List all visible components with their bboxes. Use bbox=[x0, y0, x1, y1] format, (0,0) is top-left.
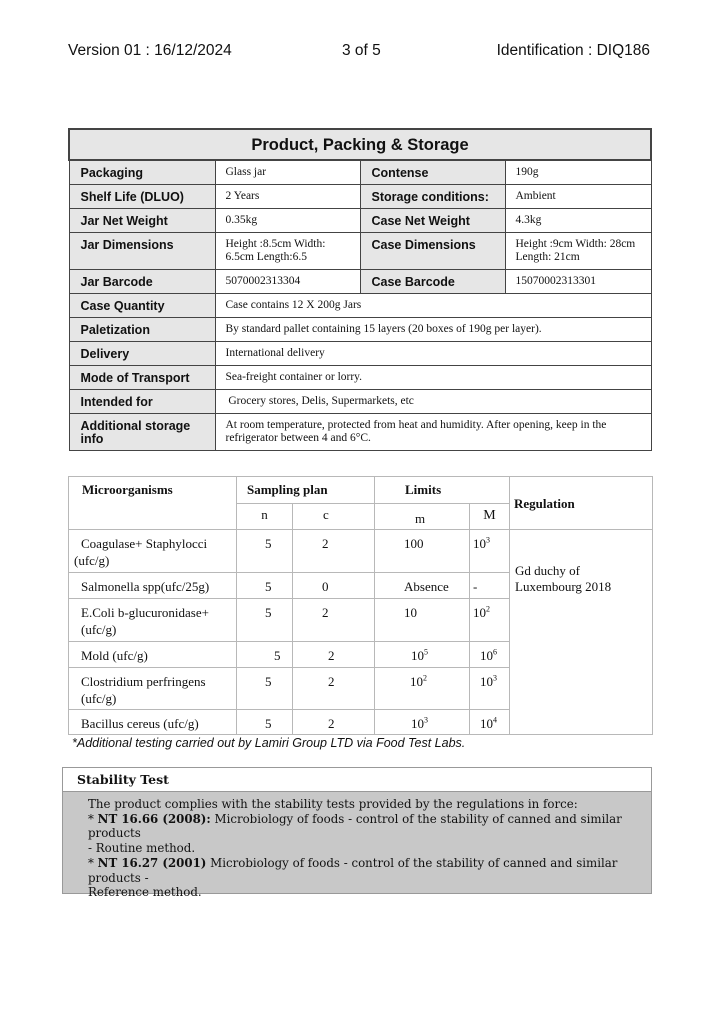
case-dimensions-label: Case Dimensions bbox=[360, 232, 505, 269]
storage-conditions-label: Storage conditions: bbox=[360, 184, 505, 208]
table-row bbox=[69, 232, 651, 269]
jar-barcode-value: 5070002313304 bbox=[215, 269, 360, 293]
n-value: 5 bbox=[237, 573, 293, 599]
n-value: 5 bbox=[237, 530, 293, 573]
organism-line2: (ufc/g) bbox=[74, 553, 110, 568]
case-dimensions-line2: Length: 21cm bbox=[515, 250, 580, 263]
organism-line1: E.Coli b-glucuronidase+ bbox=[81, 605, 209, 620]
table-row bbox=[69, 317, 651, 341]
jar-barcode-label: Jar Barcode bbox=[69, 269, 215, 293]
table-row bbox=[69, 269, 651, 293]
case-quantity-label: Case Quantity bbox=[69, 293, 215, 317]
limits-header: Limits bbox=[375, 477, 510, 504]
table-row bbox=[69, 293, 651, 317]
table-row bbox=[69, 413, 651, 450]
m-value: Absence bbox=[375, 573, 470, 599]
M-exponent: 3 bbox=[493, 673, 498, 683]
case-barcode-value: 15070002313301 bbox=[505, 269, 651, 293]
c-value: 2 bbox=[293, 530, 375, 573]
stability-test-body bbox=[63, 792, 651, 900]
mode-of-transport-value: Sea-freight container or lorry. bbox=[215, 365, 651, 389]
stability-item-1 bbox=[88, 812, 647, 841]
standard-ref: NT 16.66 (2008): bbox=[97, 811, 211, 826]
stability-item-2 bbox=[88, 856, 647, 885]
packaging-label: Packaging bbox=[69, 160, 215, 184]
shelf-life-value: 2 Years bbox=[215, 184, 360, 208]
jar-net-weight-value: 0.35kg bbox=[215, 208, 360, 232]
M-base: 10 bbox=[480, 674, 494, 689]
bullet-star: * bbox=[88, 855, 98, 870]
paletization-label: Paletization bbox=[69, 317, 215, 341]
case-dimensions-line1: Height :9cm Width: 28cm bbox=[515, 237, 636, 250]
m-exponent: 5 bbox=[424, 647, 429, 657]
organism-line2: (ufc/g) bbox=[81, 622, 117, 637]
additional-storage-label-line1: Additional storage bbox=[80, 418, 191, 433]
organism-name bbox=[69, 530, 237, 573]
paletization-value: By standard pallet containing 15 layers (20 boxes of 190g per layer). bbox=[215, 317, 651, 341]
table-row bbox=[69, 389, 651, 413]
n-value: 5 bbox=[237, 668, 293, 710]
organism-line1: Coagulase+ Staphylocci bbox=[81, 536, 208, 551]
additional-storage-line2: refrigerator between 4 and 6°C. bbox=[225, 431, 371, 444]
microbiology-table bbox=[68, 476, 653, 735]
shelf-life-label: Shelf Life (DLUO) bbox=[69, 184, 215, 208]
M-exponent: 4 bbox=[493, 715, 498, 725]
product-packing-storage-table bbox=[68, 128, 652, 451]
jar-dimensions-line1: Height :8.5cm Width: bbox=[225, 237, 326, 250]
M-base: 10 bbox=[473, 536, 487, 551]
case-net-weight-value: 4.3kg bbox=[505, 208, 651, 232]
page-number: 3 of 5 bbox=[342, 42, 381, 59]
regulation-value bbox=[510, 530, 653, 735]
table-row bbox=[69, 208, 651, 232]
stability-item-2-cont: Reference method. bbox=[88, 885, 202, 900]
organism-name: Bacillus cereus (ufc/g) bbox=[69, 710, 237, 735]
jar-net-weight-label: Jar Net Weight bbox=[69, 208, 215, 232]
m-value bbox=[375, 710, 470, 735]
organism-name: Mold (ufc/g) bbox=[69, 642, 237, 668]
sampling-plan-header: Sampling plan bbox=[237, 477, 375, 504]
standard-ref: NT 16.27 (2001) bbox=[97, 855, 207, 870]
case-net-weight-label: Case Net Weight bbox=[360, 208, 505, 232]
m-exponent: 3 bbox=[424, 715, 429, 725]
additional-storage-label bbox=[69, 413, 215, 450]
delivery-label: Delivery bbox=[69, 341, 215, 365]
case-barcode-label: Case Barcode bbox=[360, 269, 505, 293]
m-value: 100 bbox=[375, 530, 470, 573]
m-header: m bbox=[375, 504, 470, 530]
bullet-star: * bbox=[88, 811, 98, 826]
organism-name bbox=[69, 599, 237, 642]
n-header: n bbox=[237, 504, 293, 530]
organism-line1: Clostridium perfringens bbox=[81, 674, 206, 689]
m-value bbox=[375, 642, 470, 668]
M-value bbox=[470, 642, 510, 668]
contense-label: Contense bbox=[360, 160, 505, 184]
c-value: 2 bbox=[293, 599, 375, 642]
stability-item-1-cont: - Routine method. bbox=[88, 841, 196, 856]
jar-dimensions-label: Jar Dimensions bbox=[69, 232, 215, 269]
standard-desc: Microbiology of foods - control of the stability of canned and similar products bbox=[88, 811, 622, 841]
regulation-header: Regulation bbox=[510, 477, 653, 530]
delivery-value: International delivery bbox=[215, 341, 651, 365]
identification-label: Identification : DIQ186 bbox=[496, 42, 650, 59]
m-exponent: 2 bbox=[423, 673, 428, 683]
table-row bbox=[69, 341, 651, 365]
table-row bbox=[69, 365, 651, 389]
jar-dimensions-value bbox=[215, 232, 360, 269]
organism-name: Salmonella spp(ufc/25g) bbox=[69, 573, 237, 599]
testing-note: *Additional testing carried out by Lamiri Group LTD via Food Test Labs. bbox=[72, 736, 466, 750]
n-value: 5 bbox=[237, 642, 293, 668]
packaging-value: Glass jar bbox=[215, 160, 360, 184]
M-header: M bbox=[470, 504, 510, 530]
storage-conditions-value: Ambient bbox=[505, 184, 651, 208]
table-header-row bbox=[69, 477, 653, 504]
m-base: 10 bbox=[411, 716, 425, 731]
regulation-line1: Gd duchy of bbox=[515, 563, 581, 578]
microorganisms-header: Microorganisms bbox=[69, 477, 237, 530]
version-label: Version 01 : 16/12/2024 bbox=[68, 42, 232, 59]
table-row bbox=[69, 160, 651, 184]
M-value: - bbox=[470, 573, 510, 599]
table-row bbox=[69, 530, 653, 573]
M-exponent: 6 bbox=[493, 647, 498, 657]
c-value: 0 bbox=[293, 573, 375, 599]
additional-storage-value bbox=[215, 413, 651, 450]
mode-of-transport-label: Mode of Transport bbox=[69, 365, 215, 389]
contense-value: 190g bbox=[505, 160, 651, 184]
M-base: 10 bbox=[480, 716, 494, 731]
M-value bbox=[470, 530, 510, 573]
M-base: 10 bbox=[473, 605, 487, 620]
jar-dimensions-line2: 6.5cm Length:6.5 bbox=[225, 250, 307, 263]
n-value: 5 bbox=[237, 599, 293, 642]
additional-storage-label-line2: info bbox=[80, 431, 104, 446]
case-quantity-value: Case contains 12 X 200g Jars bbox=[215, 293, 651, 317]
standard-desc: Microbiology of foods - control of the stability of canned and similar products - bbox=[88, 855, 618, 885]
case-dimensions-value bbox=[505, 232, 651, 269]
stability-intro: The product complies with the stability tests provided by the regulations in force: bbox=[88, 797, 578, 811]
c-value: 2 bbox=[293, 642, 375, 668]
M-value bbox=[470, 668, 510, 710]
regulation-line2: Luxembourg 2018 bbox=[515, 579, 612, 594]
organism-name bbox=[69, 668, 237, 710]
table-title: Product, Packing & Storage bbox=[69, 129, 651, 160]
m-value: 10 bbox=[375, 599, 470, 642]
m-base: 10 bbox=[410, 674, 424, 689]
intended-for-value: Grocery stores, Delis, Supermarkets, etc bbox=[215, 389, 651, 413]
M-exponent: 3 bbox=[486, 535, 491, 545]
n-value: 5 bbox=[237, 710, 293, 735]
stability-test-box bbox=[62, 767, 652, 900]
M-exponent: 2 bbox=[486, 604, 491, 614]
table-row bbox=[69, 184, 651, 208]
organism-line2: (ufc/g) bbox=[81, 691, 117, 706]
c-value: 2 bbox=[293, 668, 375, 710]
m-value bbox=[375, 668, 470, 710]
c-header: c bbox=[293, 504, 375, 530]
c-value: 2 bbox=[293, 710, 375, 735]
M-value bbox=[470, 710, 510, 735]
stability-test-title: Stability Test bbox=[63, 768, 651, 792]
intended-for-label: Intended for bbox=[69, 389, 215, 413]
additional-storage-line1: At room temperature, protected from heat and humidity. After opening, keep in the bbox=[225, 418, 607, 431]
M-base: 10 bbox=[480, 648, 494, 663]
m-base: 10 bbox=[411, 648, 425, 663]
M-value bbox=[470, 599, 510, 642]
